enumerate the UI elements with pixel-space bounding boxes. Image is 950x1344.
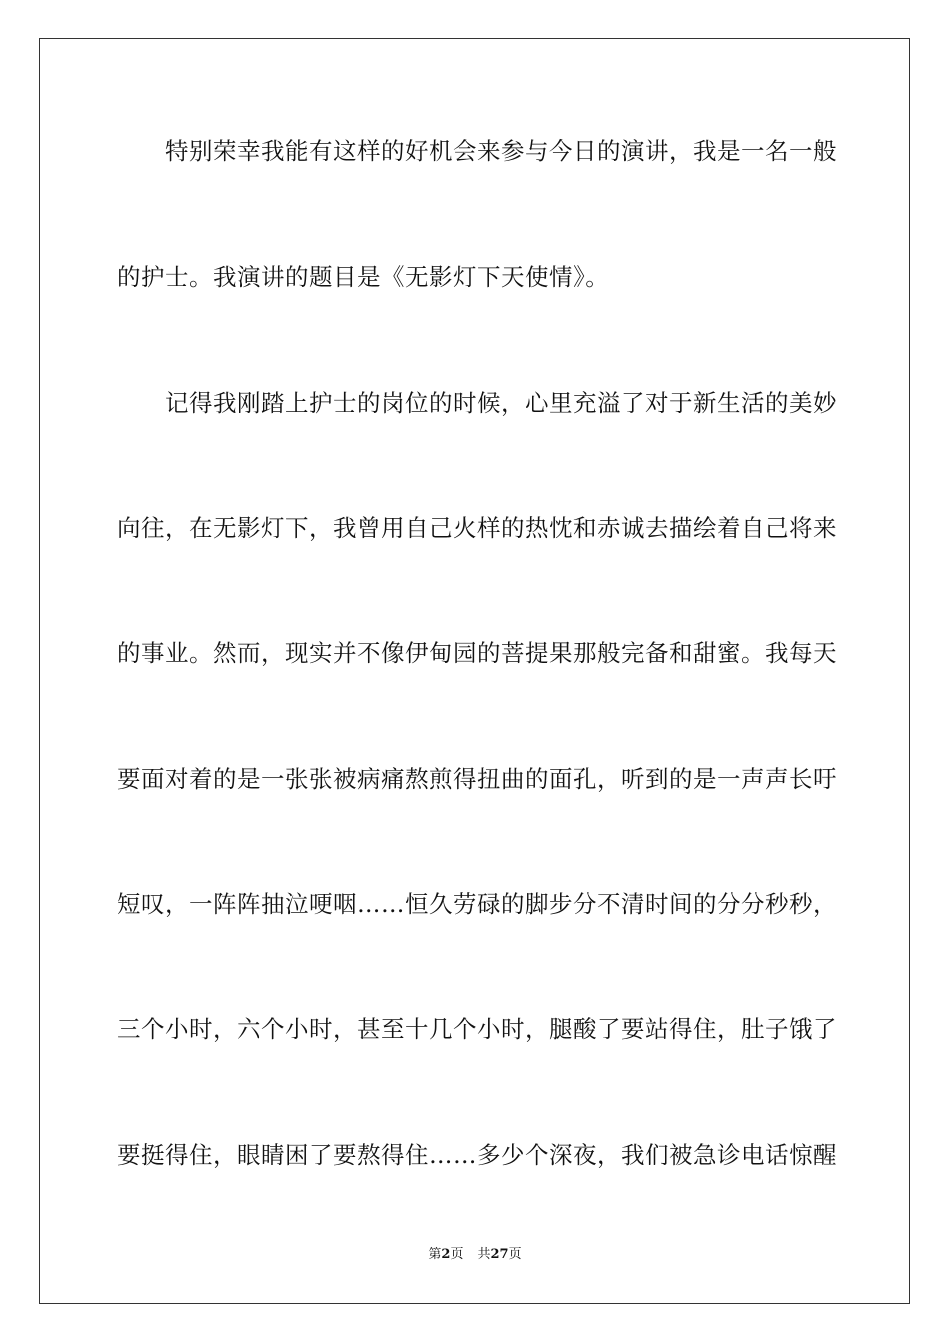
paragraph-1-line-2: 的护士。我演讲的题目是《无影灯下天使情》。 xyxy=(117,263,610,291)
paragraph-2-line-7: 要挺得住，眼睛困了要熬得住……多少个深夜，我们被急诊电话惊醒 xyxy=(117,1141,837,1169)
paragraph-2-line-5: 短叹，一阵阵抽泣哽咽……恒久劳碌的脚步分不清时间的分分秒秒， xyxy=(117,890,837,918)
paragraph-2-line-3: 的事业。然而，现实并不像伊甸园的菩提果那般完备和甜蜜。我每天 xyxy=(117,639,837,667)
total-pages: 27 xyxy=(490,1247,509,1262)
page-prefix: 第 xyxy=(428,1247,442,1262)
paragraph-2-line-4: 要面对着的是一张张被病痛熬煎得扭曲的面孔，听到的是一声声长吁 xyxy=(117,765,837,793)
paragraph-2-line-2: 向往，在无影灯下，我曾用自己火样的热忱和赤诚去描绘着自己将来 xyxy=(117,514,837,542)
paragraph-2-line-6: 三个小时，六个小时，甚至十几个小时，腿酸了要站得住，肚子饿了 xyxy=(117,1015,837,1043)
page-suffix: 页 xyxy=(450,1247,464,1262)
page-number: 2 xyxy=(441,1247,451,1262)
total-prefix: 共 xyxy=(477,1247,491,1262)
page-border xyxy=(39,38,910,1304)
page-footer xyxy=(0,1247,950,1263)
paragraph-1-line-1: 特别荣幸我能有这样的好机会来参与今日的演讲，我是一名一般 xyxy=(165,137,837,165)
paragraph-2-line-1: 记得我刚踏上护士的岗位的时候，心里充溢了对于新生活的美妙 xyxy=(165,389,837,417)
total-suffix: 页 xyxy=(508,1247,522,1262)
